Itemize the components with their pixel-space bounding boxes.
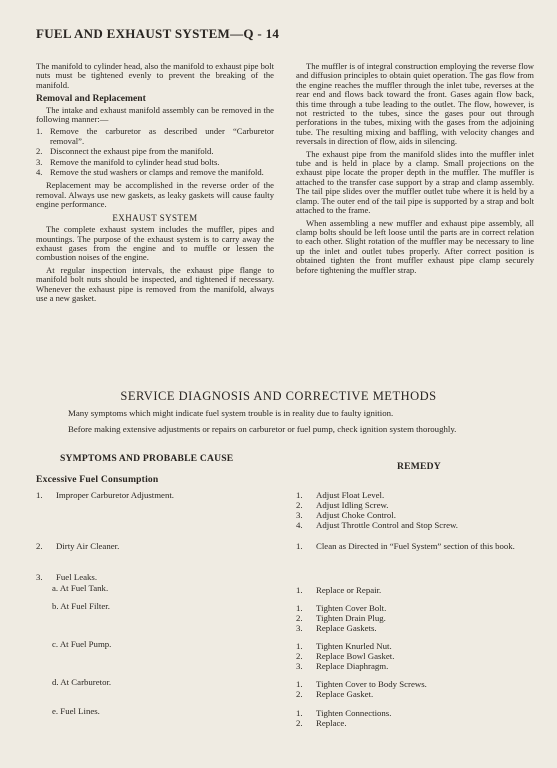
symptom-item: 3. Fuel Leaks. — [36, 572, 98, 582]
remedy-list — [296, 603, 528, 633]
removal-step: 4. Remove the stud washers or clamps and remove the manifold. — [36, 167, 264, 178]
removal-step: 2. Disconnect the exhaust pipe from the manifold. — [36, 146, 214, 157]
symptom-subitem: a. At Fuel Tank. — [52, 583, 109, 593]
remedy-item: 2. Adjust Idling Screw. — [296, 500, 389, 510]
muffler-paragraph-3: When assembling a new muffler and exhaust pipe assembly, all clamp bolts should be left loose until the parts are in correct relation to each other. Slight rotation of the muffler may be necessary to line up the inlet and outlet tubes properly. After correct position is obtained tighten the front muffler exhaust pipe clamp securely before tightening the muffler strap. — [296, 217, 534, 275]
service-intro-1: Many symptoms which might indicate fuel system trouble is in reality due to faulty ignition. — [68, 408, 394, 418]
remedy-item: 1. Tighten Knurled Nut. — [296, 641, 392, 651]
remedy-item: 1. Replace or Repair. — [296, 585, 382, 595]
remedy-item: 2. Replace Gasket. — [296, 689, 374, 699]
removal-heading: Removal and Replacement — [36, 93, 146, 105]
remedy-item: 2. Tighten Drain Plug. — [296, 613, 386, 623]
removal-steps — [36, 127, 274, 177]
remedy-item: 2. Replace. — [296, 718, 347, 728]
symptom-item: 1. Improper Carburetor Adjustment. — [36, 490, 174, 500]
manifold-paragraph: The manifold to cylinder head, also the manifold to exhaust pipe bolt nuts must be tightened evenly to prevent the breaking of the manifold. — [36, 61, 274, 90]
symptom-subitem: e. Fuel Lines. — [52, 706, 100, 716]
symptoms-heading: SYMPTOMS AND PROBABLE CAUSE — [60, 453, 234, 464]
right-column — [296, 62, 534, 278]
removal-step: 1. Remove the carburetor as described under “Carburetor removal”. — [36, 126, 274, 146]
exhaust-paragraph-2: At regular inspection intervals, the exhaust pipe flange to manifold bolt nuts should be inspected, and tightened if necessary. Whenever the exhaust pipe is removed from the manifold, always use a new gasket. — [36, 264, 274, 303]
remedy-list — [296, 708, 528, 728]
remedy-item: 1. Tighten Cover Bolt. — [296, 603, 387, 613]
remedy-list — [296, 679, 528, 699]
exhaust-system-heading: EXHAUST SYSTEM — [112, 212, 198, 223]
remedy-item: 1. Adjust Float Level. — [296, 490, 385, 500]
symptom-item: 2. Dirty Air Cleaner. — [36, 541, 120, 551]
remedy-list — [296, 541, 528, 551]
muffler-paragraph-1: The muffler is of integral construction employing the reverse flow and diffusion principles to obtain quiet operation. The gas flow from the engine reaches the muffler through the inlet tube, reverses at the rear end and flows back toward the front. Gases again flow back, this time through a tube leading to the outlet. The flow, however, is not restricted to the tubes, since the gases pour out through perforations in the tubes, mixing with the gases from the adjoining tube. The resulting mixing and baffling, with velocity changes and reversals in direction of flow, aids in silencing. — [296, 61, 534, 147]
muffler-paragraph-2: The exhaust pipe from the manifold slides into the muffler inlet tube and is held in place by a clamp. Small projections on the exhaust pipe locate the proper depth in the muffler. The muffler is attached to the transfer case support by a strap and clamp assembly. The tail pipe slides over the muffler outlet tube where it is held by a clamp. The outer end of the tail pipe is supported by a strap and bolt attached to the frame. — [296, 148, 534, 216]
remedy-item: 1. Tighten Cover to Body Screws. — [296, 679, 427, 689]
replacement-paragraph: Replacement may be accomplished in the reverse order of the removal. Always use new gaskets, as leaky gaskets will cause faulty engine performance. — [36, 180, 274, 210]
symptom-subitem: d. At Carburetor. — [52, 677, 112, 687]
page-header: FUEL AND EXHAUST SYSTEM—Q - 14 — [36, 26, 280, 41]
remedy-item: 2. Replace Bowl Gasket. — [296, 651, 395, 661]
remedy-list — [296, 641, 528, 671]
exhaust-paragraph-1: The complete exhaust system includes the muffler, pipes and mountings. The purpose of the exhaust system is to carry away the exhaust gases from the engine and to muffle or lessen the combustion noises of the engine. — [36, 224, 274, 263]
remedy-item: 3. Replace Gaskets. — [296, 623, 377, 633]
removal-intro: The intake and exhaust manifold assembly can be removed in the following manner:— — [36, 104, 274, 125]
remedy-item: 1. Clean as Directed in “Fuel System” section of this book. — [296, 541, 515, 551]
removal-step: 3. Remove the manifold to cylinder head stud bolts. — [36, 156, 220, 167]
remedy-item: 3. Replace Diaphragm. — [296, 661, 389, 671]
symptom-subitem: b. At Fuel Filter. — [52, 601, 110, 611]
symptom-subitem: c. At Fuel Pump. — [52, 639, 112, 649]
remedy-list — [296, 585, 528, 595]
remedy-item: 4. Adjust Throttle Control and Stop Screw. — [296, 520, 458, 530]
remedy-item: 1. Tighten Connections. — [296, 708, 392, 718]
service-intro-2: Before making extensive adjustments or repairs on carburetor or fuel pump, check ignition system thoroughly. — [68, 424, 457, 434]
remedy-list — [296, 490, 528, 530]
remedy-heading: REMEDY — [397, 461, 441, 472]
left-column — [36, 62, 274, 306]
remedy-item: 3. Adjust Choke Control. — [296, 510, 396, 520]
service-section-title: SERVICE DIAGNOSIS AND CORRECTIVE METHODS — [120, 389, 437, 403]
excessive-fuel-heading: Excessive Fuel Consumption — [36, 474, 159, 485]
